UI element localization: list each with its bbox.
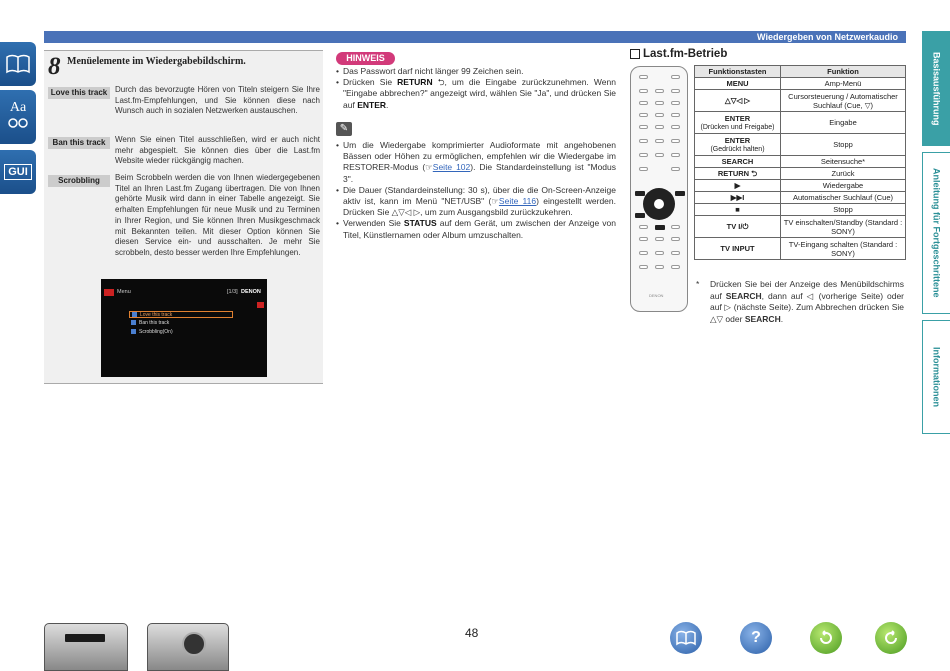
remote-button [671, 153, 680, 157]
remote-button [671, 237, 680, 241]
function-key: ▶ [695, 180, 781, 192]
remote-control-illustration [630, 66, 688, 312]
function-key-sub: (Gedrückt halten) [710, 145, 765, 153]
remote-button [639, 113, 648, 117]
item-label-love: Love this track [48, 87, 110, 99]
remote-button [639, 101, 648, 105]
function-key-sub: (Drücken und Freigabe) [700, 123, 775, 131]
remote-button [655, 251, 664, 255]
function-key: ▶▶I [695, 192, 781, 204]
function-description: Wiedergabe [781, 180, 906, 192]
function-description: Amp-Menü [781, 78, 906, 90]
item-text-ban: Wenn Sie einen Titel ausschließen, wird er auch nicht mehr abgespielt. Sie können dies über die Last.fm Website wieder rückgängig machen. [115, 135, 320, 166]
col-header-function: Funktion [781, 66, 906, 78]
function-key [695, 134, 781, 156]
tab-fortgeschrittene[interactable]: Anleitung für Fortgeschrittene [922, 152, 950, 314]
hinweis-bullet-2: • Drücken Sie RETURN ⮌, um die Eingabe zurückzunehmen. Wenn "Eingabe abbrechen?" angezeigt wird, wählen Sie "Ja", und drücken Sie auf ENTER. [336, 77, 616, 111]
note-bullet-3: • Verwenden Sie STATUS auf dem Gerät, um zwischen der Anzeige von Titel, Künstlernamen oder Album umzuschalten. [336, 218, 616, 240]
remote-button [655, 101, 664, 105]
menu-items-section [44, 50, 323, 384]
gui-label: GUI [4, 164, 32, 180]
remote-button [655, 237, 664, 241]
function-row [695, 216, 906, 238]
remote-button [671, 265, 680, 269]
manual-book-icon[interactable] [0, 42, 36, 86]
lastfm-function-table [694, 65, 906, 260]
remote-button [671, 251, 680, 255]
function-row [695, 180, 906, 192]
function-row [695, 90, 906, 112]
remote-dpad [643, 188, 675, 220]
lastfm-title: Last.fm-Betrieb [630, 48, 727, 60]
remote-button [671, 167, 680, 171]
help-button[interactable] [740, 622, 772, 654]
screen-item-ban: Ban this track [131, 320, 169, 327]
screen-preview [101, 279, 267, 377]
return-icon: ⮌ [437, 77, 445, 88]
screen-menu-label: Menu [117, 289, 131, 295]
function-description: Stopp [781, 134, 906, 156]
remote-return-button [675, 191, 685, 196]
text-format-icon[interactable] [0, 90, 36, 144]
tab-informationen[interactable]: Informationen [922, 320, 950, 434]
function-key-label: ENTER [724, 113, 751, 123]
remote-button [655, 153, 664, 157]
remote-button [639, 153, 648, 157]
remote-button [655, 89, 664, 93]
hinweis-badge: HINWEIS [336, 52, 395, 65]
hinweis-bullet-1: • Das Passwort darf nicht länger 99 Zeichen sein. [336, 66, 616, 77]
function-key [695, 112, 781, 134]
screen-menu-bar [101, 287, 267, 297]
function-key: RETURN ⮌ [695, 168, 781, 180]
link-seite-102[interactable]: Seite 102 [432, 162, 471, 173]
function-description: Automatischer Suchlauf (Cue) [781, 192, 906, 204]
function-key: MENU [695, 78, 781, 90]
forward-button[interactable] [875, 622, 907, 654]
page-ref-icon: ☞ [491, 196, 499, 207]
device-knob [182, 632, 206, 656]
gui-icon[interactable] [0, 150, 36, 194]
section-title: Menüelemente im Wiedergabebildschirm. [67, 56, 246, 67]
remote-button [671, 113, 680, 117]
hinweis-list [336, 66, 616, 111]
note-bullet-2: • Die Dauer (Standardeinstellung: 30 s), über die die On-Screen-Anzeige aktiv ist, kann im Menü "NET/USB" (☞Seite 116) eingestellt werden. Drücken Sie △▽◁ ▷, um zum Ausgangsbild zurückzukehren. [336, 185, 616, 219]
remote-button [655, 139, 664, 143]
book-icon [676, 630, 696, 646]
item-label-ban: Ban this track [48, 137, 110, 149]
function-key-label: ENTER [724, 135, 751, 145]
play-indicator-icon [257, 302, 264, 308]
function-row [695, 204, 906, 216]
remote-search-button [635, 213, 645, 218]
remote-play-button [655, 225, 665, 230]
contents-book-button[interactable] [670, 622, 702, 654]
back-arrow-icon [817, 629, 835, 647]
header-section-title: Wiedergeben von Netzwerkaudio [757, 32, 898, 42]
function-row [695, 238, 906, 260]
remote-brand: DENON [649, 293, 664, 298]
function-row [695, 192, 906, 204]
menu-icon [104, 289, 114, 296]
screen-item-scrobbling: Scrobbling(On) [131, 329, 173, 336]
note-bullet-1: • Um die Wiedergabe komprimierter Audioformate mit angehobenen Bässen oder Höhen zu ermöglichen, empfehlen wir die Wiedergabe im RESTORER-Modus (☞Seite 102). Die Standardeinstellung ist "Modus 3". [336, 140, 616, 185]
function-description: TV einschalten/Standby (Standard : SONY) [781, 216, 906, 238]
header-bar [44, 31, 906, 43]
function-row [695, 112, 906, 134]
page-ref-icon: ☞ [425, 162, 433, 173]
remote-button [639, 75, 648, 79]
lastfm-footnote: * Drücken Sie bei der Anzeige des Menübildschirms auf SEARCH, dann auf ◁ (vorherige Seite) oder auf ▷ (nächste Seite). Zum Abbrechen drücken Sie △▽ oder SEARCH. [696, 279, 904, 324]
forward-arrow-icon [882, 629, 900, 647]
remote-button [671, 225, 680, 229]
item-label-scrobbling: Scrobbling [48, 175, 110, 187]
page-number: 48 [465, 626, 479, 640]
function-key: △▽◁ ▷ [695, 90, 781, 112]
aa-label: Aa [9, 100, 27, 115]
function-key: SEARCH [695, 156, 781, 168]
function-description: TV-Eingang schalten (Standard : SONY) [781, 238, 906, 260]
function-row [695, 156, 906, 168]
device-thumbnail-front[interactable] [44, 623, 128, 671]
remote-button [655, 265, 664, 269]
remote-button [639, 225, 648, 229]
screen-page-indicator: [1/3] [227, 289, 238, 295]
item-text-love: Durch das bevorzugte Hören von Titeln steigern Sie Ihre Last.fm-Empfehlungen, und Sie können diese nach Wunsch auch in sozialen Netzwerken austauschen. [115, 85, 320, 116]
function-description: Eingabe [781, 112, 906, 134]
remote-button [639, 237, 648, 241]
tab-basisausfuehrung[interactable]: Basisausführung [922, 31, 950, 146]
pencil-icon: ✎ [336, 122, 352, 136]
remote-button [639, 89, 648, 93]
function-description: Zurück [781, 168, 906, 180]
col-header-keys: Funktionstasten [695, 66, 781, 78]
device-thumbnail-knob[interactable] [147, 623, 229, 671]
remote-button [639, 125, 648, 129]
remote-button [639, 167, 648, 171]
back-button[interactable] [810, 622, 842, 654]
remote-button [655, 125, 664, 129]
function-key: TV INPUT [695, 238, 781, 260]
function-row [695, 168, 906, 180]
remote-button [671, 125, 680, 129]
remote-button [639, 139, 648, 143]
question-icon: ? [751, 629, 761, 646]
remote-button [671, 89, 680, 93]
screen-item-love: Love this track [129, 311, 233, 318]
screen-brand: DENON [241, 289, 261, 295]
remote-button [671, 139, 680, 143]
function-row [695, 134, 906, 156]
function-key: ■ [695, 204, 781, 216]
function-row [695, 78, 906, 90]
item-text-scrobbling: Beim Scrobbeln werden die von Ihnen wiedergegebenen Titel an Ihren Last.fm Zugang übertragen. Die von Ihnen gehörte Musik wird dann in einer Tabelle angezeigt. Sie erhalten Empfehlungen für neue Musik und zu Terminen in Ihrer Region, und Sie können Ihren Musikgeschmack mit Bekannten teilen. Mit dieser Option können Sie diesen Service ein- und ausschalten. Je mehr Sie scrobbeln, desto besser werden Ihre Empfehlungen. [115, 173, 320, 257]
remote-button [671, 101, 680, 105]
function-description: Stopp [781, 204, 906, 216]
device-display [65, 634, 105, 642]
link-seite-116[interactable]: Seite 116 [498, 196, 537, 207]
remote-button [655, 113, 664, 117]
function-description: Cursorsteuerung / Automatischer Suchlauf (Cue, ▽) [781, 90, 906, 112]
remote-menu-button [635, 191, 645, 196]
remote-button [639, 265, 648, 269]
section-number: 8 [48, 53, 61, 80]
function-description: Seitensuche* [781, 156, 906, 168]
remote-button [639, 251, 648, 255]
remote-button [671, 75, 680, 79]
notes-list [336, 140, 616, 241]
function-key: TV I/⏻ [695, 216, 781, 238]
